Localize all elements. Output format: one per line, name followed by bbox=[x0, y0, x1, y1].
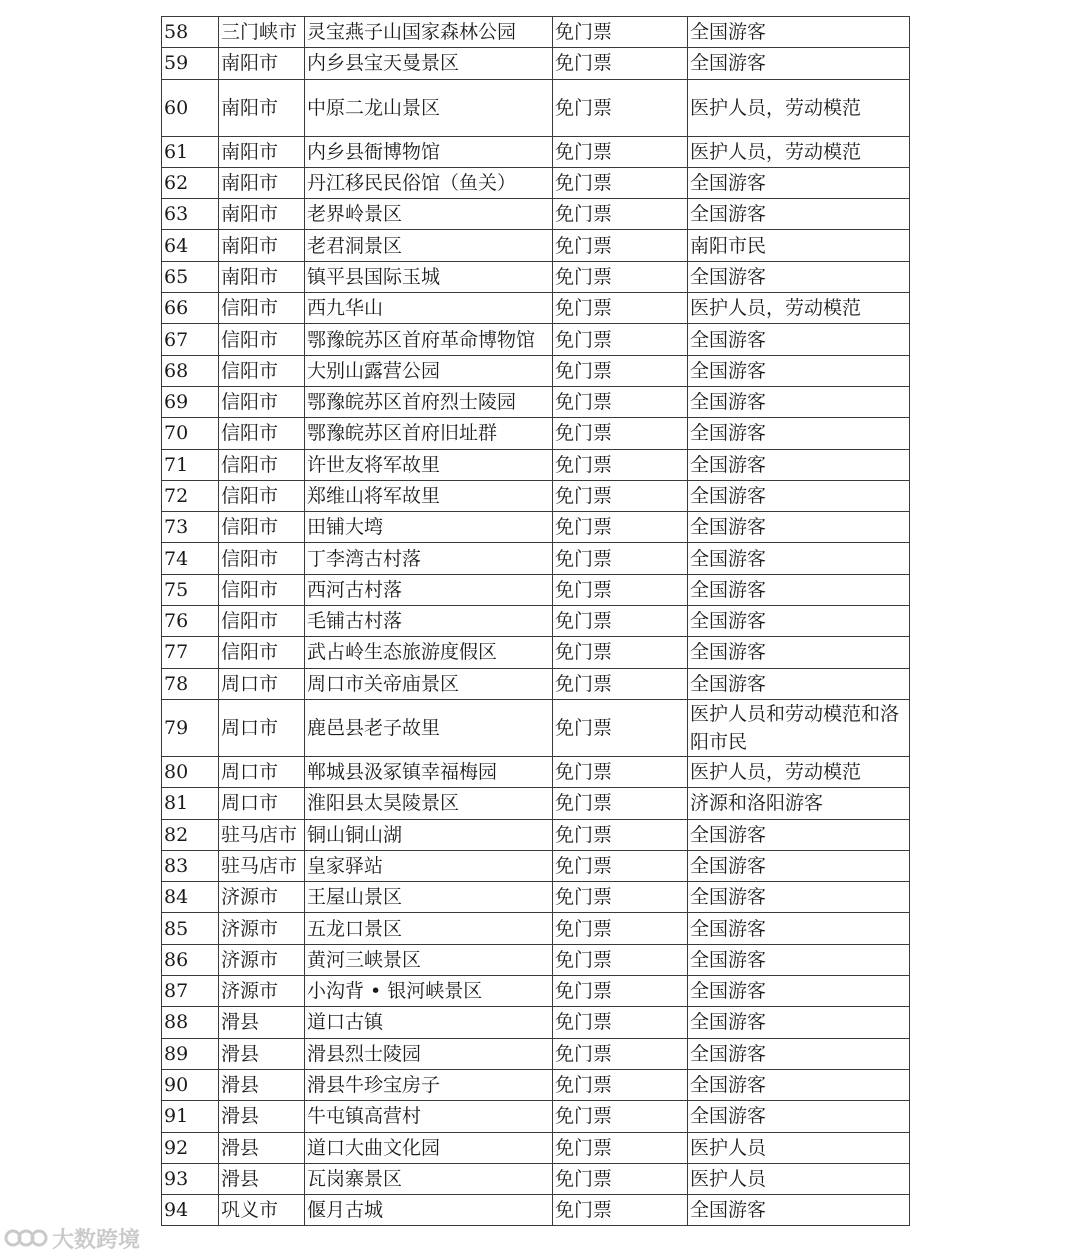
cell-site: 丁李湾古村落 bbox=[305, 543, 553, 574]
cell-city: 南阳市 bbox=[219, 167, 305, 198]
cell-ticket: 免门票 bbox=[553, 637, 688, 668]
cell-site: 武占岭生态旅游度假区 bbox=[305, 637, 553, 668]
cell-audience: 全国游客 bbox=[688, 324, 910, 355]
cell-ticket: 免门票 bbox=[553, 79, 688, 136]
table-row bbox=[162, 512, 910, 543]
table-row bbox=[162, 17, 910, 48]
cell-audience: 全国游客 bbox=[688, 418, 910, 449]
cell-ticket: 免门票 bbox=[553, 944, 688, 975]
cell-ticket: 免门票 bbox=[553, 1163, 688, 1194]
cell-no: 84 bbox=[162, 882, 219, 913]
cell-site: 田铺大塆 bbox=[305, 512, 553, 543]
table-row bbox=[162, 637, 910, 668]
cell-ticket: 免门票 bbox=[553, 543, 688, 574]
table-row bbox=[162, 819, 910, 850]
cell-site: 小沟背 • 银河峡景区 bbox=[305, 976, 553, 1007]
cell-no: 83 bbox=[162, 850, 219, 881]
cell-ticket: 免门票 bbox=[553, 48, 688, 79]
cell-city: 滑县 bbox=[219, 1007, 305, 1038]
cell-city: 济源市 bbox=[219, 976, 305, 1007]
cell-ticket: 免门票 bbox=[553, 324, 688, 355]
cell-city: 周口市 bbox=[219, 699, 305, 756]
cell-site: 铜山铜山湖 bbox=[305, 819, 553, 850]
table-row bbox=[162, 1038, 910, 1069]
cell-city: 滑县 bbox=[219, 1101, 305, 1132]
cell-ticket: 免门票 bbox=[553, 230, 688, 261]
table-row bbox=[162, 574, 910, 605]
cell-ticket: 免门票 bbox=[553, 418, 688, 449]
table-row bbox=[162, 136, 910, 167]
cell-city: 三门峡市 bbox=[219, 17, 305, 48]
cell-city: 周口市 bbox=[219, 788, 305, 819]
cell-site: 内乡县宝天曼景区 bbox=[305, 48, 553, 79]
cell-audience: 医护人员，劳动模范 bbox=[688, 136, 910, 167]
cell-audience: 医护人员和劳动模范和洛阳市民 bbox=[688, 699, 910, 756]
cell-no: 59 bbox=[162, 48, 219, 79]
cell-site: 滑县牛珍宝房子 bbox=[305, 1069, 553, 1100]
cell-ticket: 免门票 bbox=[553, 1069, 688, 1100]
cell-no: 69 bbox=[162, 386, 219, 417]
cell-ticket: 免门票 bbox=[553, 788, 688, 819]
table-row bbox=[162, 882, 910, 913]
cell-audience: 全国游客 bbox=[688, 1195, 910, 1226]
cell-audience: 全国游客 bbox=[688, 167, 910, 198]
cell-ticket: 免门票 bbox=[553, 699, 688, 756]
cell-city: 济源市 bbox=[219, 944, 305, 975]
cell-audience: 全国游客 bbox=[688, 1038, 910, 1069]
cell-no: 85 bbox=[162, 913, 219, 944]
cell-audience: 全国游客 bbox=[688, 668, 910, 699]
cell-city: 信阳市 bbox=[219, 293, 305, 324]
cell-site: 偃月古城 bbox=[305, 1195, 553, 1226]
cell-city: 周口市 bbox=[219, 668, 305, 699]
table-row bbox=[162, 788, 910, 819]
cell-site: 灵宝燕子山国家森林公园 bbox=[305, 17, 553, 48]
cell-site: 许世友将军故里 bbox=[305, 449, 553, 480]
cell-site: 周口市关帝庙景区 bbox=[305, 668, 553, 699]
cell-city: 信阳市 bbox=[219, 637, 305, 668]
cell-no: 79 bbox=[162, 699, 219, 756]
cell-site: 牛屯镇高营村 bbox=[305, 1101, 553, 1132]
table-row bbox=[162, 199, 910, 230]
cell-city: 驻马店市 bbox=[219, 819, 305, 850]
attractions-table bbox=[161, 16, 910, 1226]
table-row bbox=[162, 1163, 910, 1194]
cell-site: 大别山露营公园 bbox=[305, 355, 553, 386]
cell-no: 73 bbox=[162, 512, 219, 543]
table-row bbox=[162, 418, 910, 449]
cell-site: 王屋山景区 bbox=[305, 882, 553, 913]
cell-site: 淮阳县太昊陵景区 bbox=[305, 788, 553, 819]
cell-ticket: 免门票 bbox=[553, 261, 688, 292]
table-row bbox=[162, 543, 910, 574]
cell-no: 64 bbox=[162, 230, 219, 261]
cell-site: 道口大曲文化园 bbox=[305, 1132, 553, 1163]
cell-ticket: 免门票 bbox=[553, 449, 688, 480]
cell-no: 91 bbox=[162, 1101, 219, 1132]
cell-audience: 全国游客 bbox=[688, 17, 910, 48]
table-row bbox=[162, 480, 910, 511]
table-row bbox=[162, 324, 910, 355]
cell-site: 鄂豫皖苏区首府烈士陵园 bbox=[305, 386, 553, 417]
cell-no: 82 bbox=[162, 819, 219, 850]
cell-no: 88 bbox=[162, 1007, 219, 1038]
cell-audience: 医护人员，劳动模范 bbox=[688, 756, 910, 787]
cell-ticket: 免门票 bbox=[553, 136, 688, 167]
cell-city: 信阳市 bbox=[219, 512, 305, 543]
cell-city: 滑县 bbox=[219, 1038, 305, 1069]
cell-site: 道口古镇 bbox=[305, 1007, 553, 1038]
cell-site: 鹿邑县老子故里 bbox=[305, 699, 553, 756]
table-row bbox=[162, 261, 910, 292]
cell-site: 老界岭景区 bbox=[305, 199, 553, 230]
cell-ticket: 免门票 bbox=[553, 386, 688, 417]
table-row bbox=[162, 386, 910, 417]
cell-no: 60 bbox=[162, 79, 219, 136]
cell-city: 信阳市 bbox=[219, 480, 305, 511]
cell-site: 毛铺古村落 bbox=[305, 606, 553, 637]
cell-audience: 全国游客 bbox=[688, 512, 910, 543]
cell-ticket: 免门票 bbox=[553, 819, 688, 850]
table-body bbox=[162, 17, 910, 1226]
cell-audience: 全国游客 bbox=[688, 882, 910, 913]
cell-no: 66 bbox=[162, 293, 219, 324]
cell-ticket: 免门票 bbox=[553, 606, 688, 637]
cell-site: 鄂豫皖苏区首府革命博物馆 bbox=[305, 324, 553, 355]
cell-city: 信阳市 bbox=[219, 606, 305, 637]
cell-no: 90 bbox=[162, 1069, 219, 1100]
table-row bbox=[162, 1132, 910, 1163]
cell-city: 南阳市 bbox=[219, 261, 305, 292]
table-row bbox=[162, 1007, 910, 1038]
cell-no: 71 bbox=[162, 449, 219, 480]
cell-city: 信阳市 bbox=[219, 449, 305, 480]
cell-audience: 全国游客 bbox=[688, 355, 910, 386]
cell-site: 西河古村落 bbox=[305, 574, 553, 605]
cell-site: 郑维山将军故里 bbox=[305, 480, 553, 511]
cell-audience: 医护人员 bbox=[688, 1163, 910, 1194]
cell-no: 93 bbox=[162, 1163, 219, 1194]
cell-no: 89 bbox=[162, 1038, 219, 1069]
cell-site: 丹江移民民俗馆（鱼关） bbox=[305, 167, 553, 198]
cell-ticket: 免门票 bbox=[553, 850, 688, 881]
table-row bbox=[162, 1195, 910, 1226]
cell-no: 62 bbox=[162, 167, 219, 198]
cell-audience: 全国游客 bbox=[688, 976, 910, 1007]
cell-city: 周口市 bbox=[219, 756, 305, 787]
cell-city: 信阳市 bbox=[219, 355, 305, 386]
cell-no: 61 bbox=[162, 136, 219, 167]
cell-ticket: 免门票 bbox=[553, 976, 688, 1007]
cell-no: 78 bbox=[162, 668, 219, 699]
cell-no: 75 bbox=[162, 574, 219, 605]
cell-no: 77 bbox=[162, 637, 219, 668]
table-row bbox=[162, 293, 910, 324]
table-row bbox=[162, 355, 910, 386]
cell-ticket: 免门票 bbox=[553, 1038, 688, 1069]
table-row bbox=[162, 230, 910, 261]
cell-no: 72 bbox=[162, 480, 219, 511]
watermark-text: 大数跨境 bbox=[52, 1227, 141, 1253]
cell-no: 74 bbox=[162, 543, 219, 574]
cell-no: 87 bbox=[162, 976, 219, 1007]
cell-city: 信阳市 bbox=[219, 324, 305, 355]
cell-site: 瓦岗寨景区 bbox=[305, 1163, 553, 1194]
cell-site: 中原二龙山景区 bbox=[305, 79, 553, 136]
watermark bbox=[4, 1223, 140, 1253]
cell-city: 信阳市 bbox=[219, 543, 305, 574]
cell-city: 滑县 bbox=[219, 1163, 305, 1194]
cell-no: 94 bbox=[162, 1195, 219, 1226]
cell-no: 65 bbox=[162, 261, 219, 292]
cell-audience: 全国游客 bbox=[688, 199, 910, 230]
cell-ticket: 免门票 bbox=[553, 574, 688, 605]
cell-city: 南阳市 bbox=[219, 79, 305, 136]
cell-city: 南阳市 bbox=[219, 230, 305, 261]
cell-site: 黄河三峡景区 bbox=[305, 944, 553, 975]
cell-audience: 全国游客 bbox=[688, 261, 910, 292]
table-row bbox=[162, 850, 910, 881]
cell-audience: 全国游客 bbox=[688, 1007, 910, 1038]
cell-city: 滑县 bbox=[219, 1132, 305, 1163]
cell-no: 81 bbox=[162, 788, 219, 819]
cell-ticket: 免门票 bbox=[553, 668, 688, 699]
cell-city: 南阳市 bbox=[219, 48, 305, 79]
cell-site: 镇平县国际玉城 bbox=[305, 261, 553, 292]
cell-audience: 全国游客 bbox=[688, 574, 910, 605]
cell-no: 58 bbox=[162, 17, 219, 48]
cell-no: 68 bbox=[162, 355, 219, 386]
cell-audience: 全国游客 bbox=[688, 480, 910, 511]
cell-site: 滑县烈士陵园 bbox=[305, 1038, 553, 1069]
cell-ticket: 免门票 bbox=[553, 355, 688, 386]
cell-city: 滑县 bbox=[219, 1069, 305, 1100]
cell-audience: 南阳市民 bbox=[688, 230, 910, 261]
cell-ticket: 免门票 bbox=[553, 1195, 688, 1226]
brand-logo-icon bbox=[4, 1225, 48, 1251]
cell-city: 巩义市 bbox=[219, 1195, 305, 1226]
cell-ticket: 免门票 bbox=[553, 1132, 688, 1163]
table-row bbox=[162, 449, 910, 480]
table-row bbox=[162, 756, 910, 787]
cell-no: 86 bbox=[162, 944, 219, 975]
cell-audience: 全国游客 bbox=[688, 386, 910, 417]
table-row bbox=[162, 944, 910, 975]
cell-audience: 济源和洛阳游客 bbox=[688, 788, 910, 819]
cell-audience: 全国游客 bbox=[688, 543, 910, 574]
cell-site: 内乡县衙博物馆 bbox=[305, 136, 553, 167]
cell-no: 76 bbox=[162, 606, 219, 637]
cell-audience: 全国游客 bbox=[688, 1069, 910, 1100]
cell-no: 92 bbox=[162, 1132, 219, 1163]
cell-city: 信阳市 bbox=[219, 386, 305, 417]
cell-ticket: 免门票 bbox=[553, 199, 688, 230]
table-row bbox=[162, 167, 910, 198]
cell-audience: 全国游客 bbox=[688, 48, 910, 79]
cell-ticket: 免门票 bbox=[553, 1101, 688, 1132]
table-row bbox=[162, 48, 910, 79]
cell-audience: 全国游客 bbox=[688, 449, 910, 480]
cell-audience: 医护人员，劳动模范 bbox=[688, 293, 910, 324]
cell-site: 鄂豫皖苏区首府旧址群 bbox=[305, 418, 553, 449]
cell-ticket: 免门票 bbox=[553, 293, 688, 324]
cell-city: 信阳市 bbox=[219, 418, 305, 449]
cell-no: 63 bbox=[162, 199, 219, 230]
cell-site: 五龙口景区 bbox=[305, 913, 553, 944]
cell-site: 郸城县汲冢镇幸福梅园 bbox=[305, 756, 553, 787]
cell-audience: 全国游客 bbox=[688, 944, 910, 975]
table-row bbox=[162, 699, 910, 756]
cell-ticket: 免门票 bbox=[553, 756, 688, 787]
cell-ticket: 免门票 bbox=[553, 913, 688, 944]
cell-ticket: 免门票 bbox=[553, 512, 688, 543]
cell-audience: 全国游客 bbox=[688, 819, 910, 850]
cell-audience: 全国游客 bbox=[688, 913, 910, 944]
table-row bbox=[162, 606, 910, 637]
cell-city: 驻马店市 bbox=[219, 850, 305, 881]
cell-city: 信阳市 bbox=[219, 574, 305, 605]
cell-audience: 全国游客 bbox=[688, 1101, 910, 1132]
table-row bbox=[162, 1069, 910, 1100]
table-row bbox=[162, 668, 910, 699]
cell-city: 南阳市 bbox=[219, 136, 305, 167]
cell-audience: 全国游客 bbox=[688, 606, 910, 637]
table-row bbox=[162, 1101, 910, 1132]
cell-ticket: 免门票 bbox=[553, 480, 688, 511]
cell-audience: 医护人员，劳动模范 bbox=[688, 79, 910, 136]
cell-site: 皇家驿站 bbox=[305, 850, 553, 881]
cell-site: 西九华山 bbox=[305, 293, 553, 324]
cell-audience: 全国游客 bbox=[688, 637, 910, 668]
cell-audience: 全国游客 bbox=[688, 850, 910, 881]
cell-ticket: 免门票 bbox=[553, 167, 688, 198]
cell-city: 济源市 bbox=[219, 882, 305, 913]
table-row bbox=[162, 913, 910, 944]
cell-no: 80 bbox=[162, 756, 219, 787]
cell-site: 老君洞景区 bbox=[305, 230, 553, 261]
cell-ticket: 免门票 bbox=[553, 17, 688, 48]
table-row bbox=[162, 79, 910, 136]
cell-ticket: 免门票 bbox=[553, 1007, 688, 1038]
cell-audience: 医护人员 bbox=[688, 1132, 910, 1163]
cell-ticket: 免门票 bbox=[553, 882, 688, 913]
cell-city: 济源市 bbox=[219, 913, 305, 944]
cell-no: 70 bbox=[162, 418, 219, 449]
table-row bbox=[162, 976, 910, 1007]
cell-no: 67 bbox=[162, 324, 219, 355]
cell-city: 南阳市 bbox=[219, 199, 305, 230]
